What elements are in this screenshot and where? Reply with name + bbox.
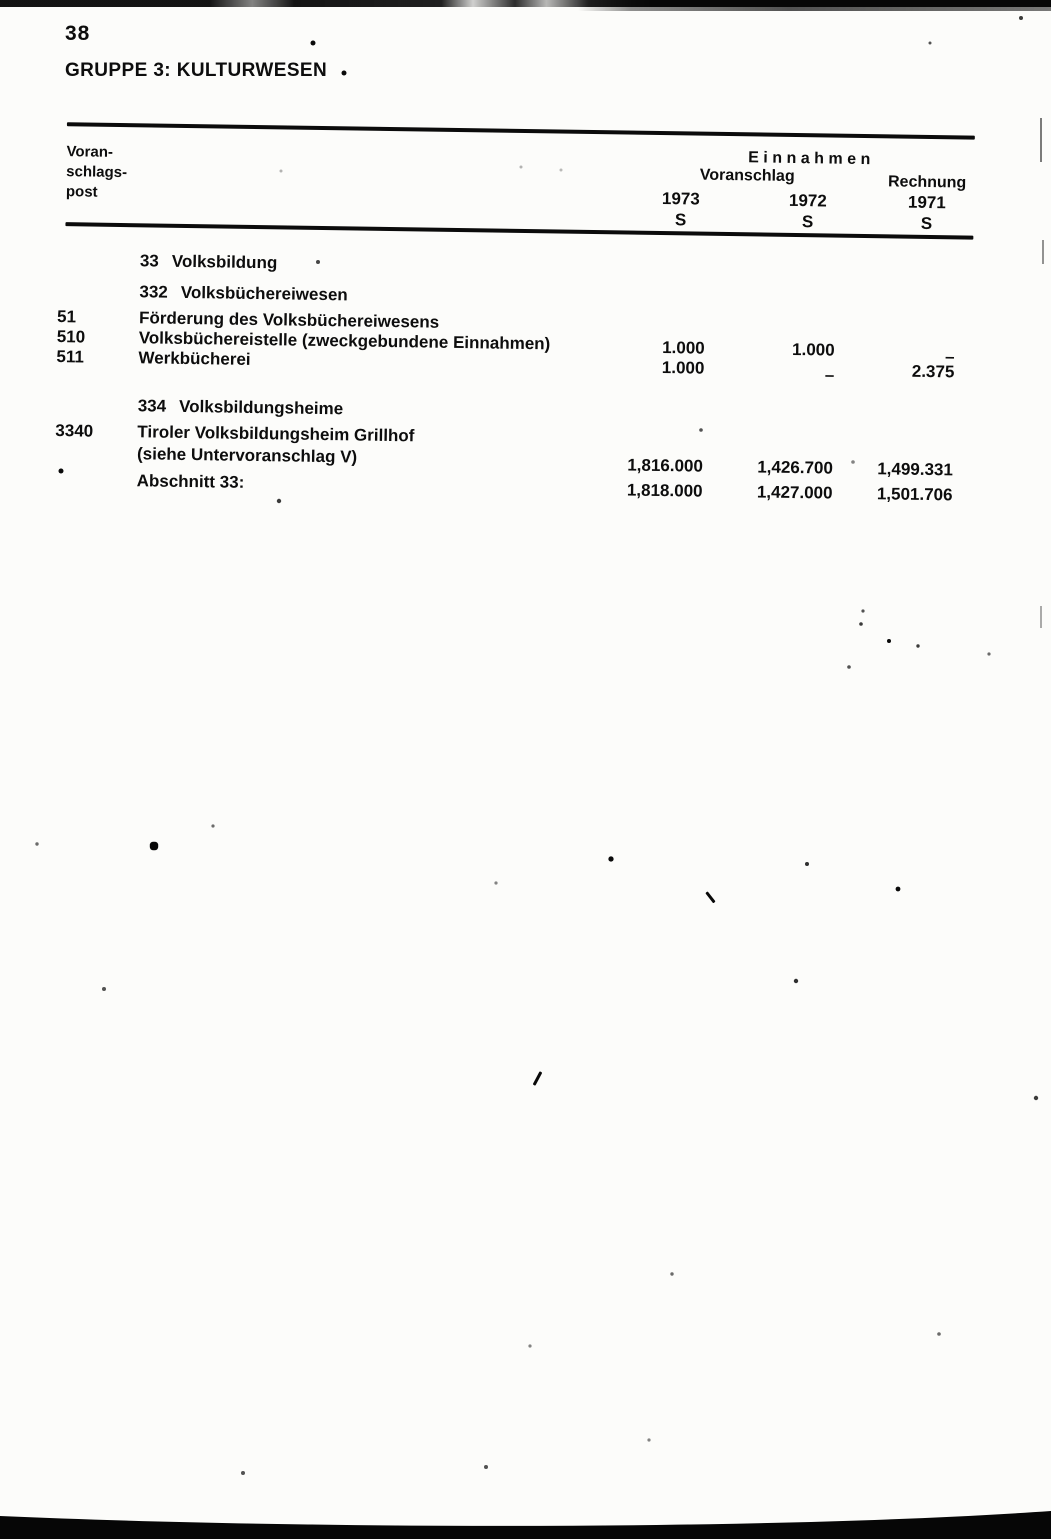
page-title: GRUPPE 3: KULTURWESEN xyxy=(65,60,328,81)
column-header-1971 xyxy=(846,191,1007,235)
row-label: Volksbüchereistelle (zweckgebundene Einnahmen) xyxy=(138,328,551,354)
budget-table xyxy=(49,120,975,564)
row-code: 3340 xyxy=(55,421,94,441)
stub-line: post xyxy=(65,183,98,201)
value-1972: 1,426.700 xyxy=(757,457,834,478)
value-1972: – xyxy=(824,365,835,385)
row-label-line2: (siehe Untervoranschlag V) xyxy=(136,444,358,467)
section-label: Volksbüchereiwesen xyxy=(180,282,348,305)
section-label: Volksbildung xyxy=(171,251,278,273)
value-1973: 1,816.000 xyxy=(627,455,704,476)
scan-artifact-right-edge xyxy=(1040,118,1042,162)
currency-label: S xyxy=(920,213,933,234)
total-1971: 1,501.706 xyxy=(876,484,953,505)
section-label: Volksbildungsheime xyxy=(178,396,344,419)
row-code: 510 xyxy=(56,327,86,347)
stub-line: Voran- xyxy=(66,143,114,161)
table-section-row xyxy=(51,395,971,419)
scan-noise-slash xyxy=(533,1071,543,1086)
scan-noise-slash xyxy=(705,892,715,904)
value-1971: – xyxy=(944,347,955,367)
value-1971: 2.375 xyxy=(911,361,955,382)
column-header-voranschlagspost xyxy=(66,142,128,203)
table-row xyxy=(51,421,971,480)
currency-label: S xyxy=(801,212,814,232)
page-number: 38 xyxy=(65,22,91,45)
value-1971: 1,499.331 xyxy=(877,459,954,480)
scan-artifact-right-edge xyxy=(1042,240,1044,264)
table-section-row xyxy=(53,250,973,273)
subheader-rechnung: Rechnung xyxy=(887,173,967,192)
table-section-row xyxy=(53,281,973,305)
scan-artifact-top-edge xyxy=(0,0,1051,13)
scan-artifact-bottom-edge xyxy=(0,1505,1051,1539)
total-1973: 1,818.000 xyxy=(626,480,703,501)
row-label: Tiroler Volksbildungsheim Grillhof xyxy=(137,422,415,446)
table-row xyxy=(52,307,972,332)
group-header-einnahmen: Einnahmen xyxy=(748,149,875,169)
row-label: Förderung des Volksbüchereiwesens xyxy=(138,308,440,332)
currency-label: S xyxy=(674,210,687,230)
value-1973: 1.000 xyxy=(661,358,705,378)
scan-noise-specks xyxy=(0,0,2,2)
row-code: 511 xyxy=(56,347,85,367)
row-code: 51 xyxy=(56,307,77,327)
scan-artifact-right-edge xyxy=(1040,606,1042,628)
total-1972: 1,427.000 xyxy=(756,482,833,503)
section-code: 334 xyxy=(137,396,167,416)
total-label: Abschnitt 33: xyxy=(136,471,245,492)
section-code: 332 xyxy=(139,282,168,302)
row-label: Werkbücherei xyxy=(138,348,251,369)
stub-line: schlags- xyxy=(66,163,128,182)
table-rule-top xyxy=(67,122,975,139)
year-label: 1972 xyxy=(788,190,827,211)
section-code: 33 xyxy=(139,251,159,271)
year-label: 1971 xyxy=(907,192,946,213)
year-label: 1973 xyxy=(661,189,700,209)
value-1973: 1.000 xyxy=(662,338,705,358)
subheader-voranschlag: Voranschlag xyxy=(699,166,795,185)
value-1972: 1.000 xyxy=(791,339,835,360)
